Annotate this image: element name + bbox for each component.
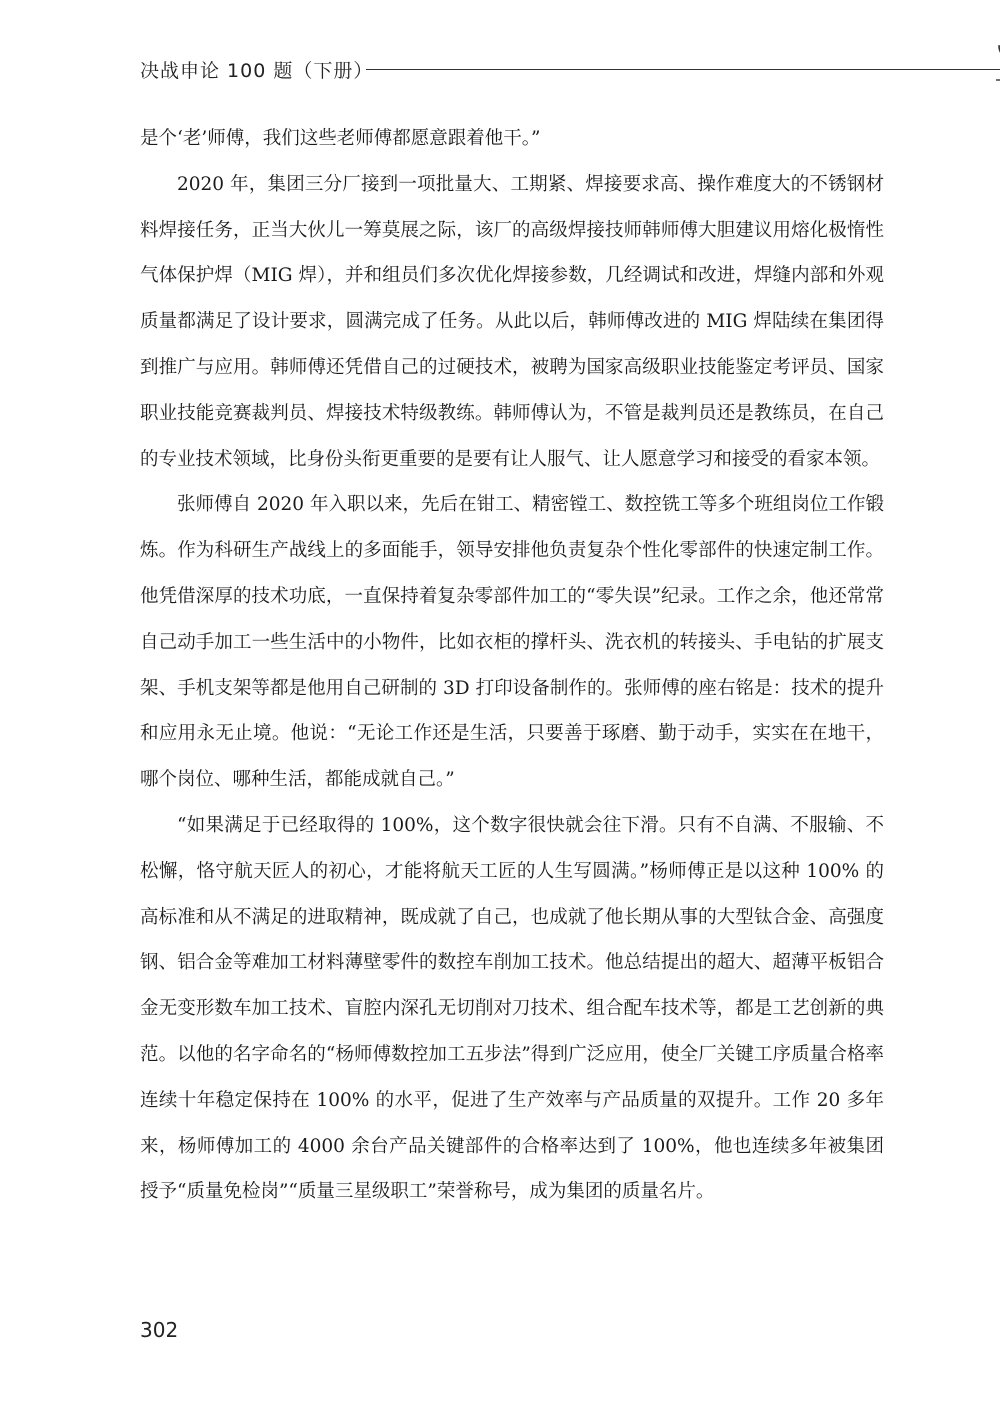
paragraph-zhang: 张师傅自 2020 年入职以来，先后在钳工、精密镗工、数控铣工等多个班组岗位工作锻炼。作为科研生产战线上的多面能手，领导安排他负责复杂个性化零部件的快速定制工作。他凭借深厚的技术功底，一直保持着复杂零部件加工的“零失误”纪录。工作之余，他还常常自己动手加工一些生活中的小物件，比如衣柜的撑杆头、洗衣机的转接头、手电钻的扩展支架、手机支架等都是他用自己研制的 3D 打印设备制作的。张师傅的座右铭是：技术的提升和应用永无止境。他说：“无论工作还是生活，只要善于琢磨、勤于动手，实实在在地干，哪个岗位、哪种生活，都能成就自己。” <box>140 494 884 791</box>
body-text <box>140 116 884 1215</box>
paragraph-yang: “如果满足于已经取得的 100%，这个数字很快就会往下滑。只有不自满、不服输、不松懈，恪守航天匠人的初心，才能将航天工匠的人生写圆满。”杨师傅正是以这种 100% 的高标准和从不满足的进取精神，既成就了自己，也成就了他长期从事的大型钛合金、高强度钢、铝合金等难加工材料薄壁零件的数控车削加工技术。他总结提出的超大、超薄平板铝合金无变形数车加工技术、盲腔内深孔无切削对刀技术、组合配车技术等，都是工艺创新的典范。以他的名字命名的“杨师傅数控加工五步法”得到广泛应用，使全厂关键工序质量合格率连续十年稳定保持在 100% 的水平，促进了生产效率与产品质量的双提升。工作 20 多年来，杨师傅加工的 4000 余台产品关键部件的合格率达到了 100%，他也连续多年被集团授予“质量免检岗”“质量三星级职工”荣誉称号，成为集团的质量名片。 <box>140 814 884 1203</box>
paragraph-han: 2020 年，集团三分厂接到一项批量大、工期紧、焊接要求高、操作难度大的不锈钢材料焊接任务，正当大伙儿一筹莫展之际，该厂的高级焊接技师韩师傅大胆建议用熔化极惰性气体保护焊（MIG 焊），并和组员们多次优化焊接参数，几经调试和改进，焊缝内部和外观质量都满足了设计要求，圆满完成了任务。从此以后，韩师傅改进的 MIG 焊陆续在集团得到推广与应用。韩师傅还凭借自己的过硬技术，被聘为国家高级职业技能鉴定考评员、国家职业技能竞赛裁判员、焊接技术特级教练。韩师傅认为，不管是裁判员还是教练员，在自己的专业技术领域，比身份头衔更重要的是要有让人服气、让人愿意学习和接受的看家本领。 <box>140 173 884 470</box>
page-header <box>140 52 900 88</box>
sprout-icon <box>988 40 1000 84</box>
page-number: 302 <box>140 1318 179 1342</box>
paragraph-continuation: 是个‘老’师傅，我们这些老师傅都愿意跟着他干。” <box>140 128 541 149</box>
running-head-title: 决战申论 100 题（下册） <box>140 60 374 82</box>
header-rule <box>366 69 1000 70</box>
